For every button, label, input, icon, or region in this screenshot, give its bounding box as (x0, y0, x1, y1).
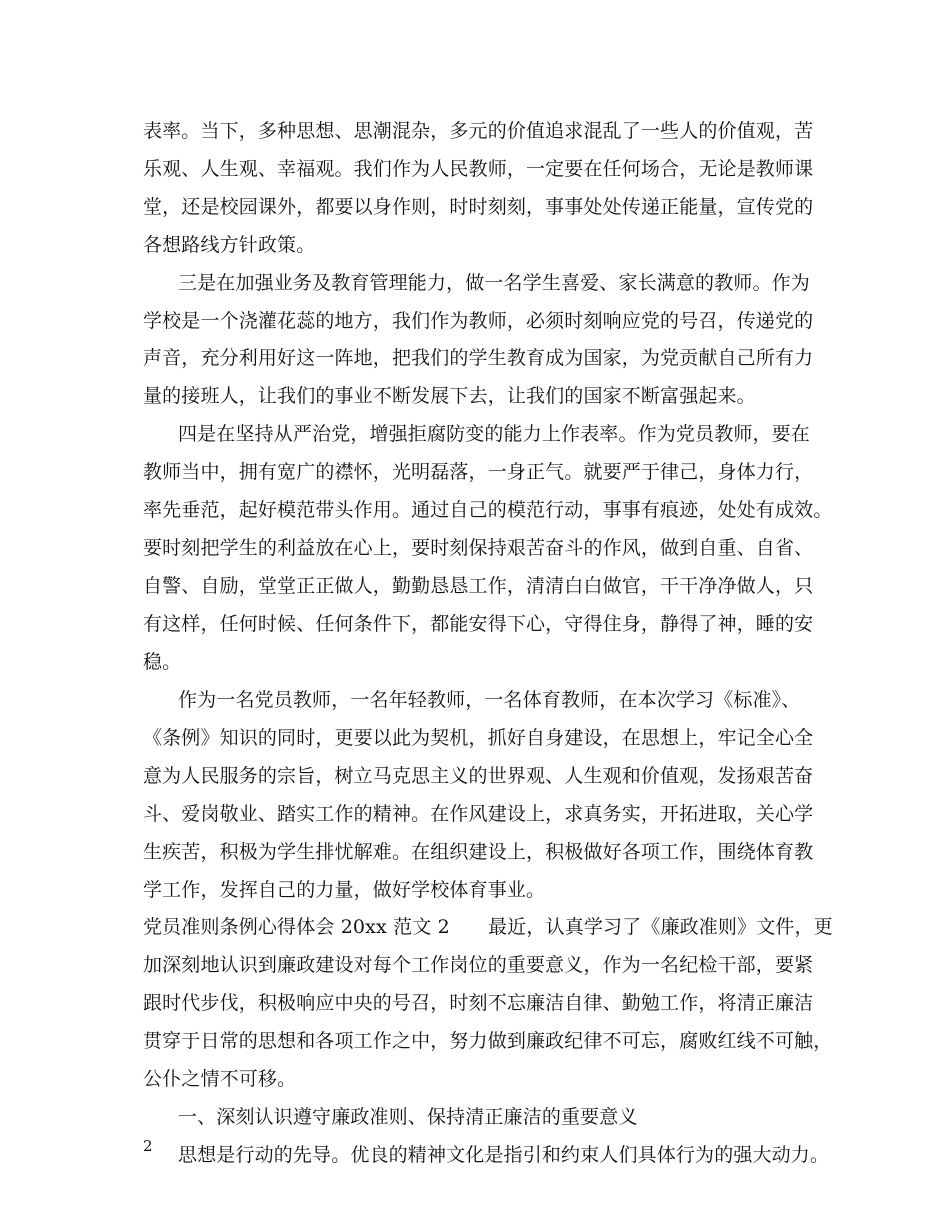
text-line: 意为人民服务的宗旨，树立马克思主义的世界观、人生观和价值观，发扬艰苦奋 (143, 765, 814, 787)
paragraph-start-line: 三是在加强业务及教育管理能力，做一名学生喜爱、家长满意的教师。作为 (178, 272, 810, 294)
page-number: 2 (143, 1137, 153, 1155)
text-line: 学工作，发挥自己的力量，做好学校体育事业。 (143, 879, 546, 901)
text-line: 斗、爱岗敬业、踏实工作的精神。在作风建设上，求真务实，开拓进取，关心学 (143, 803, 814, 825)
text-line: 教师当中，拥有宽广的襟怀，光明磊落，一身正气。就要严于律己，身体力行， (143, 461, 814, 483)
text-line: 加深刻地认识到廉政建设对每个工作岗位的重要意义，作为一名纪检干部，要紧 (143, 954, 814, 976)
text-line: 有这样，任何时候、任何条件下，都能安得下心，守得住身，静得了神，睡的安 (143, 613, 814, 635)
text-line: 量的接班人，让我们的事业不断发展下去，让我们的国家不断富强起来。 (143, 385, 756, 407)
paragraph-start-line: 作为一名党员教师，一名年轻教师，一名体育教师，在本次学习《标准》、 (178, 689, 801, 711)
text-line: 率先垂范，起好模范带头作用。通过自己的模范行动，事事有痕迹，处处有成效。 (143, 499, 833, 521)
text-line: 声音，充分利用好这一阵地，把我们的学生教育成为国家，为党贡献自己所有力 (143, 347, 814, 369)
text-line: 乐观、人生观、幸福观。我们作为人民教师，一定要在任何场合，无论是教师课 (143, 158, 814, 180)
text-line: 生疾苦，积极为学生排忧解难。在组织建设上，积极做好各项工作，围绕体育教 (143, 841, 814, 863)
text-line: 跟时代步伐，积极响应中央的号召，时刻不忘廉洁自律、勤勉工作，将清正廉洁 (143, 992, 814, 1014)
text-line: 自警、自励，堂堂正正做人，勤勤恳恳工作，清清白白做官，干干净净做人，只 (143, 575, 814, 597)
text-line: 堂，还是校园课外，都要以身作则，时时刻刻，事事处处传递正能量，宣传党的 (143, 196, 814, 218)
paragraph-start-line: 思想是行动的先导。优良的精神文化是指引和约束人们具体行为的强大动力。 (178, 1144, 830, 1166)
subheading-line: 一、深刻认识遵守廉政准则、保持清正廉洁的重要意义 (178, 1106, 638, 1128)
text-line: 要时刻把学生的利益放在心上，要时刻保持艰苦奋斗的作风，做到自重、自省、 (143, 537, 814, 559)
text-line: 贯穿于日常的思想和各项工作之中，努力做到廉政纪律不可忘，腐败红线不可触， (143, 1030, 833, 1052)
text-line: 稳。 (143, 651, 182, 673)
section-heading-line: 党员准则条例心得体会 20xx 范文 2 最近，认真学习了《廉政准则》文件，更 (143, 916, 833, 938)
text-line: 《条例》知识的同时，更要以此为契机，抓好自身建设，在思想上，牢记全心全 (143, 727, 814, 749)
paragraph-start-line: 四是在坚持从严治党，增强拒腐防变的能力上作表率。作为党员教师，要在 (178, 423, 810, 445)
text-line: 表率。当下，多种思想、思潮混杂，多元的价值追求混乱了一些人的价值观，苦 (143, 120, 814, 142)
text-line: 学校是一个浇灌花蕊的地方，我们作为教师，必须时刻响应党的号召，传递党的 (143, 310, 814, 332)
text-line: 各想路线方针政策。 (143, 234, 316, 256)
text-line: 公仆之情不可移。 (143, 1068, 297, 1090)
